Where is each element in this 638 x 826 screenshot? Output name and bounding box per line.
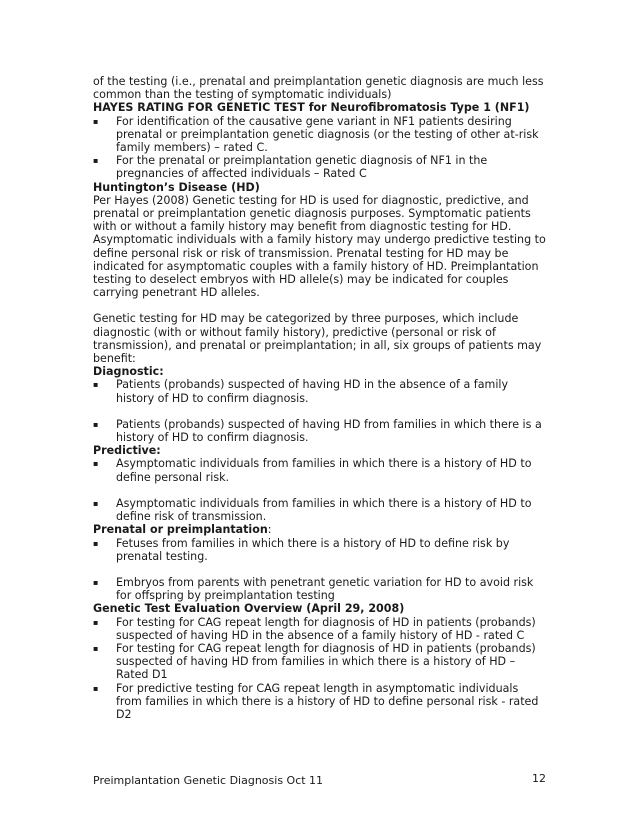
prenatal-heading-suffix: :: [267, 523, 272, 537]
list-item: ▪ Patients (probands) suspected of having HD from families in which there is a history of HD to confirm diagnosis.: [93, 417, 542, 445]
bullet-icon: ▪: [93, 116, 99, 126]
prenatal-heading-line: [93, 523, 546, 536]
bullet-icon: ▪: [93, 538, 99, 548]
bullet-icon: ▪: [93, 459, 99, 469]
bullet-icon: ▪: [93, 577, 99, 587]
predictive-heading: Predictive:: [93, 444, 161, 458]
prenatal-list: [93, 537, 546, 603]
bullet-icon: ▪: [93, 498, 99, 508]
page-number: 12: [532, 772, 546, 785]
list-item: ▪ For the prenatal or preimplantation genetic diagnosis of NF1 in the pregnancies of affected individuals – Rated C: [93, 154, 488, 181]
hayes-list: [93, 115, 546, 181]
hd-paragraph-1: Per Hayes (2008) Genetic testing for HD is used for diagnostic, predictive, and prenatal or preimplantation genetic diagnosis purposes. Symptomatic patients with or without a family history may benefit from diagnostic testing for HD. Asymptomatic individuals with a family history may undergo predictive testing to define personal risk or risk of transmission. Prenatal testing for HD may be indicated for asymptomatic couples with a family history of HD. Preimplantation testing to deselect embryos with HD allele(s) may be indicated for couples carrying penetrant HD alleles.: [93, 193, 546, 300]
list-item: ▪ Asymptomatic individuals from families in which there is a history of HD to define personal risk.: [93, 457, 532, 484]
list-item: ▪ For testing for CAG repeat length for diagnosis of HD in patients (probands) suspected of having HD from families in which there is a history of HD – Rated D1: [93, 641, 536, 682]
list-item: ▪ Embryos from parents with penetrant genetic variation for HD to avoid risk for offspring by preimplantation testing: [93, 575, 534, 603]
bullet-icon: ▪: [93, 156, 99, 166]
intro-paragraph: of the testing (i.e., prenatal and preimplantation genetic diagnosis are much less common than the testing of symptomatic individuals): [93, 75, 544, 102]
bullet-icon: ▪: [93, 617, 99, 627]
bullet-icon: ▪: [93, 683, 99, 693]
list-item: ▪ For identification of the causative gene variant in NF1 patients desiring prenatal or preimplantation genetic diagnosis (or the testing of other at-risk family members) – rated C.: [93, 114, 539, 155]
list-item: ▪ For predictive testing for CAG repeat length in asymptomatic individuals from families in which there is a history of HD to define personal risk - rated D2: [93, 681, 539, 721]
list-item: ▪ Asymptomatic individuals from families in which there is a history of HD to define risk of transmission.: [93, 496, 532, 524]
hd-paragraph-2: Genetic testing for HD may be categorized by three purposes, which include diagnostic (with or without family history), predictive (personal or risk of transmission), and prenatal or preimplantation; in all, six groups of patients may benefit:: [93, 312, 542, 366]
overview-heading: Genetic Test Evaluation Overview (April 29, 2008): [93, 602, 405, 616]
bullet-icon: ▪: [93, 643, 99, 653]
diagnostic-heading: Diagnostic:: [93, 365, 164, 379]
list-item: ▪ Fetuses from families in which there is a history of HD to define risk by prenatal testing.: [93, 536, 510, 563]
bullet-icon: ▪: [93, 419, 99, 429]
predictive-list: [93, 457, 546, 523]
diagnostic-list: [93, 378, 546, 444]
list-item: ▪ Patients (probands) suspected of having HD in the absence of a family history of HD to confirm diagnosis.: [93, 378, 509, 405]
list-item: ▪ For testing for CAG repeat length for diagnosis of HD in patients (probands) suspected of having HD in the absence of a family history of HD - rated C: [93, 615, 536, 642]
bullet-icon: ▪: [93, 380, 99, 390]
hayes-heading: HAYES RATING FOR GENETIC TEST for Neurofibromatosis Type 1 (NF1): [93, 101, 530, 115]
footer-title: Preimplantation Genetic Diagnosis Oct 11: [93, 774, 324, 787]
hd-heading: Huntington’s Disease (HD): [93, 180, 260, 194]
overview-list: [93, 616, 546, 722]
prenatal-heading: Prenatal or preimplantation: [93, 523, 268, 537]
